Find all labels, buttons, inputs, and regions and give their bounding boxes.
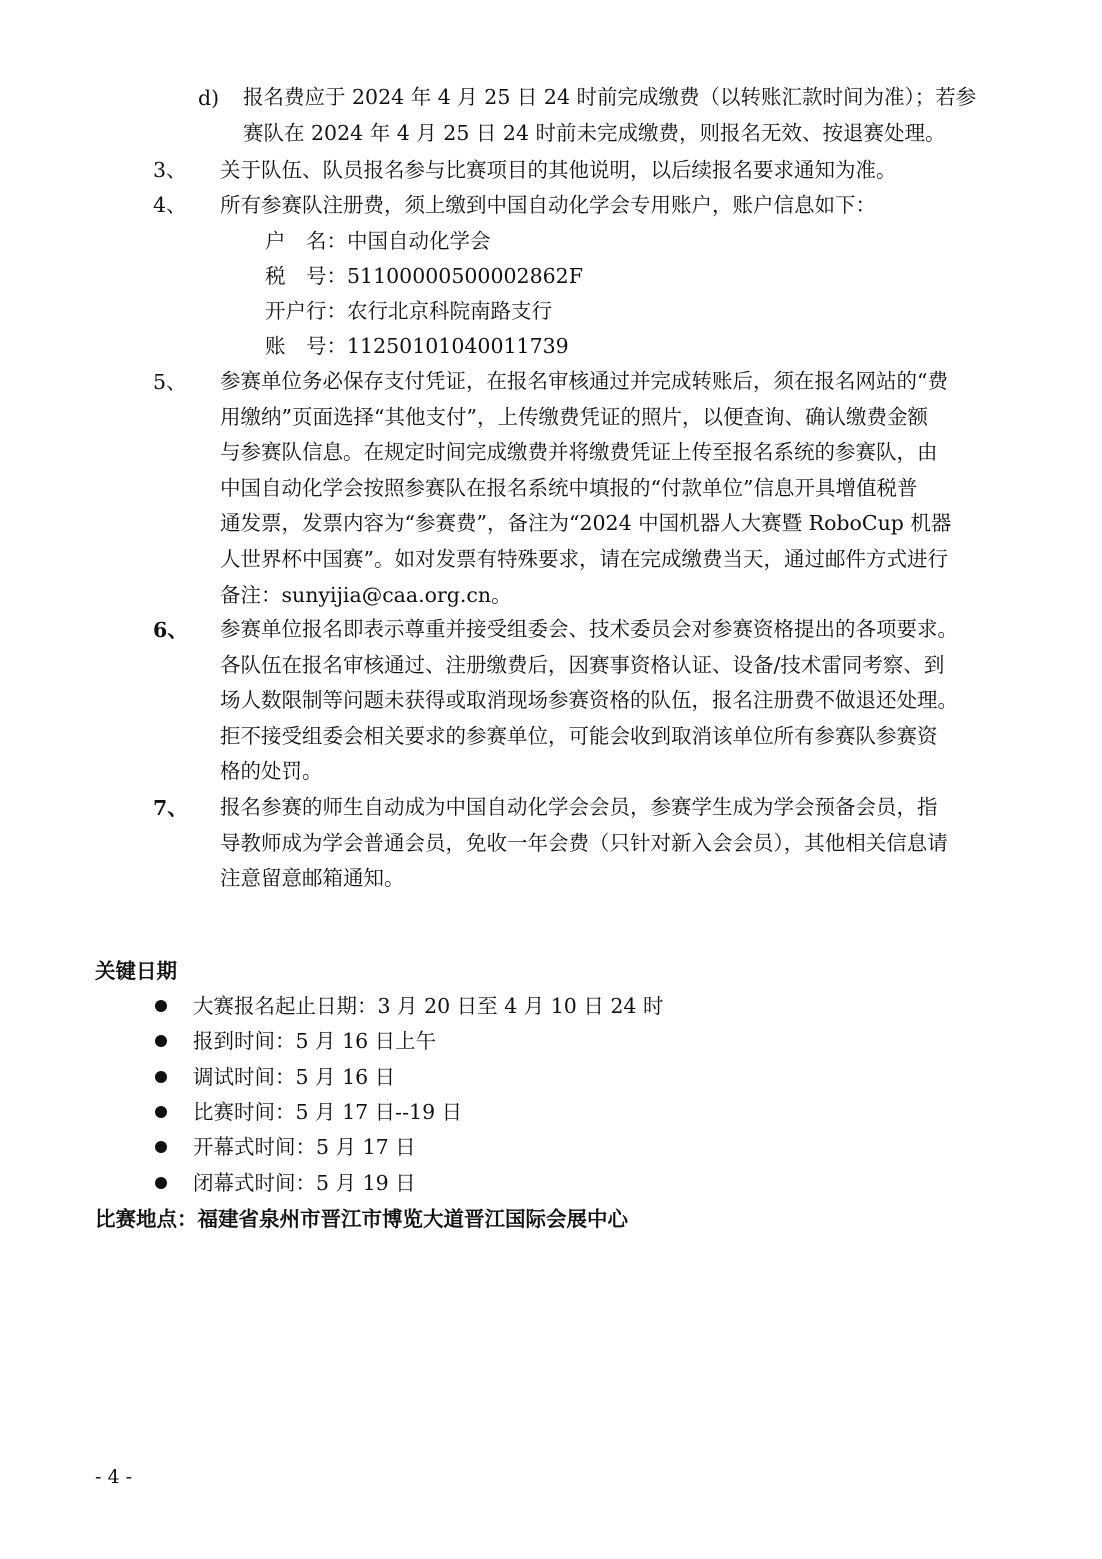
item-6-text <box>220 612 958 790</box>
bullet-icon <box>155 1141 167 1153</box>
item-d-line: 报名费应于 2024 年 4 月 25 日 24 时前完成缴费（以转账汇款时间为准）；若参 <box>243 85 977 109</box>
bullet-icon <box>155 1000 167 1012</box>
account-name-value: 中国自动化学会 <box>347 229 491 253</box>
item-6-line: 格的处罚。 <box>220 759 323 784</box>
bullet-icon <box>155 1106 167 1118</box>
key-dates-heading: 关键日期 <box>95 959 177 983</box>
account-name-row <box>265 223 491 259</box>
item-d-marker: d) <box>198 86 220 110</box>
item-7-text <box>220 790 948 897</box>
key-date-item: 调试时间：5 月 16 日 <box>193 1065 396 1089</box>
item-7-line: 注意留意邮箱通知。 <box>220 866 405 891</box>
account-bank-label: 开户行： <box>265 299 347 323</box>
item-7-line: 报名参赛的师生自动成为中国自动化学会会员，参赛学生成为学会预备会员，指 <box>220 795 938 819</box>
item-4-text: 所有参赛队注册费，须上缴到中国自动化学会专用账户，账户信息如下： <box>220 193 876 217</box>
item-5-line: 与参赛队信息。在规定时间完成缴费并将缴费凭证上传至报名系统的参赛队，由 <box>220 440 938 465</box>
item-6-line: 场人数限制等问题未获得或取消现场参赛资格的队伍，报名注册费不做退还处理。 <box>220 688 958 713</box>
item-5-text <box>220 364 951 613</box>
item-6-marker: 6、 <box>153 618 188 642</box>
account-tax-row <box>265 258 583 294</box>
item-6-line: 参赛单位报名即表示尊重并接受组委会、技术委员会对参赛资格提出的各项要求。 <box>220 617 958 641</box>
key-date-item: 大赛报名起止日期：3 月 20 日至 4 月 10 日 24 时 <box>193 994 664 1018</box>
item-d-text <box>243 80 976 151</box>
account-tax-value: 51100000500002862F <box>347 264 583 288</box>
item-5-marker: 5、 <box>153 370 187 394</box>
page-number: - 4 - <box>95 1466 133 1488</box>
item-6-line: 各队伍在报名审核通过、注册缴费后，因赛事资格认证、设备/技术雷同考察、到 <box>220 652 945 677</box>
account-name-label: 户 名： <box>265 229 347 253</box>
key-date-item: 开幕式时间：5 月 17 日 <box>193 1135 416 1159</box>
item-3-marker: 3、 <box>153 158 187 182</box>
bullet-icon <box>155 1177 167 1189</box>
item-d-line: 赛队在 2024 年 4 月 25 日 24 时前未完成缴费，则报名无效、按退赛处理。 <box>243 120 946 145</box>
item-7-line: 导教师成为学会普通会员，免收一年会费（只针对新入会会员），其他相关信息请 <box>220 830 948 855</box>
bullet-icon <box>155 1071 167 1083</box>
item-4-marker: 4、 <box>153 193 187 217</box>
item-5-line: 备注：sunyijia@caa.org.cn。 <box>220 582 512 607</box>
item-5-line: 中国自动化学会按照参赛队在报名系统中填报的“付款单位”信息开具增值税普 <box>220 475 918 500</box>
bullet-icon <box>155 1035 167 1047</box>
item-5-line: 人世界杯中国赛”。如对发票有特殊要求，请在完成缴费当天，通过邮件方式进行 <box>220 546 948 571</box>
account-number-value: 11250101040011739 <box>347 334 569 358</box>
account-bank-value: 农行北京科院南路支行 <box>347 299 552 323</box>
item-5-line: 通发票，发票内容为“参赛费”，备注为“2024 中国机器人大赛暨 RoboCup 机器 <box>220 511 952 536</box>
item-3-text: 关于队伍、队员报名参与比赛项目的其他说明，以后续报名要求通知为准。 <box>220 158 897 182</box>
item-7-marker: 7、 <box>153 796 188 820</box>
account-bank-row <box>265 293 552 329</box>
key-date-item: 报到时间：5 月 16 日上午 <box>193 1029 437 1053</box>
key-date-item: 比赛时间：5 月 17 日--19 日 <box>193 1100 463 1124</box>
item-5-line: 参赛单位务必保存支付凭证，在报名审核通过并完成转账后，须在报名网站的“费 <box>220 369 948 393</box>
venue: 比赛地点：福建省泉州市晋江市博览大道晋江国际会展中心 <box>95 1207 628 1231</box>
item-6-line: 拒不接受组委会相关要求的参赛单位，可能会收到取消该单位所有参赛队参赛资 <box>220 723 938 748</box>
key-date-item: 闭幕式时间：5 月 19 日 <box>193 1171 416 1195</box>
item-5-line: 用缴纳”页面选择“其他支付”，上传缴费凭证的照片，以便查询、确认缴费金额 <box>220 404 928 429</box>
account-tax-label: 税 号： <box>265 264 347 288</box>
account-number-label: 账 号： <box>265 334 347 358</box>
account-number-row <box>265 328 569 364</box>
